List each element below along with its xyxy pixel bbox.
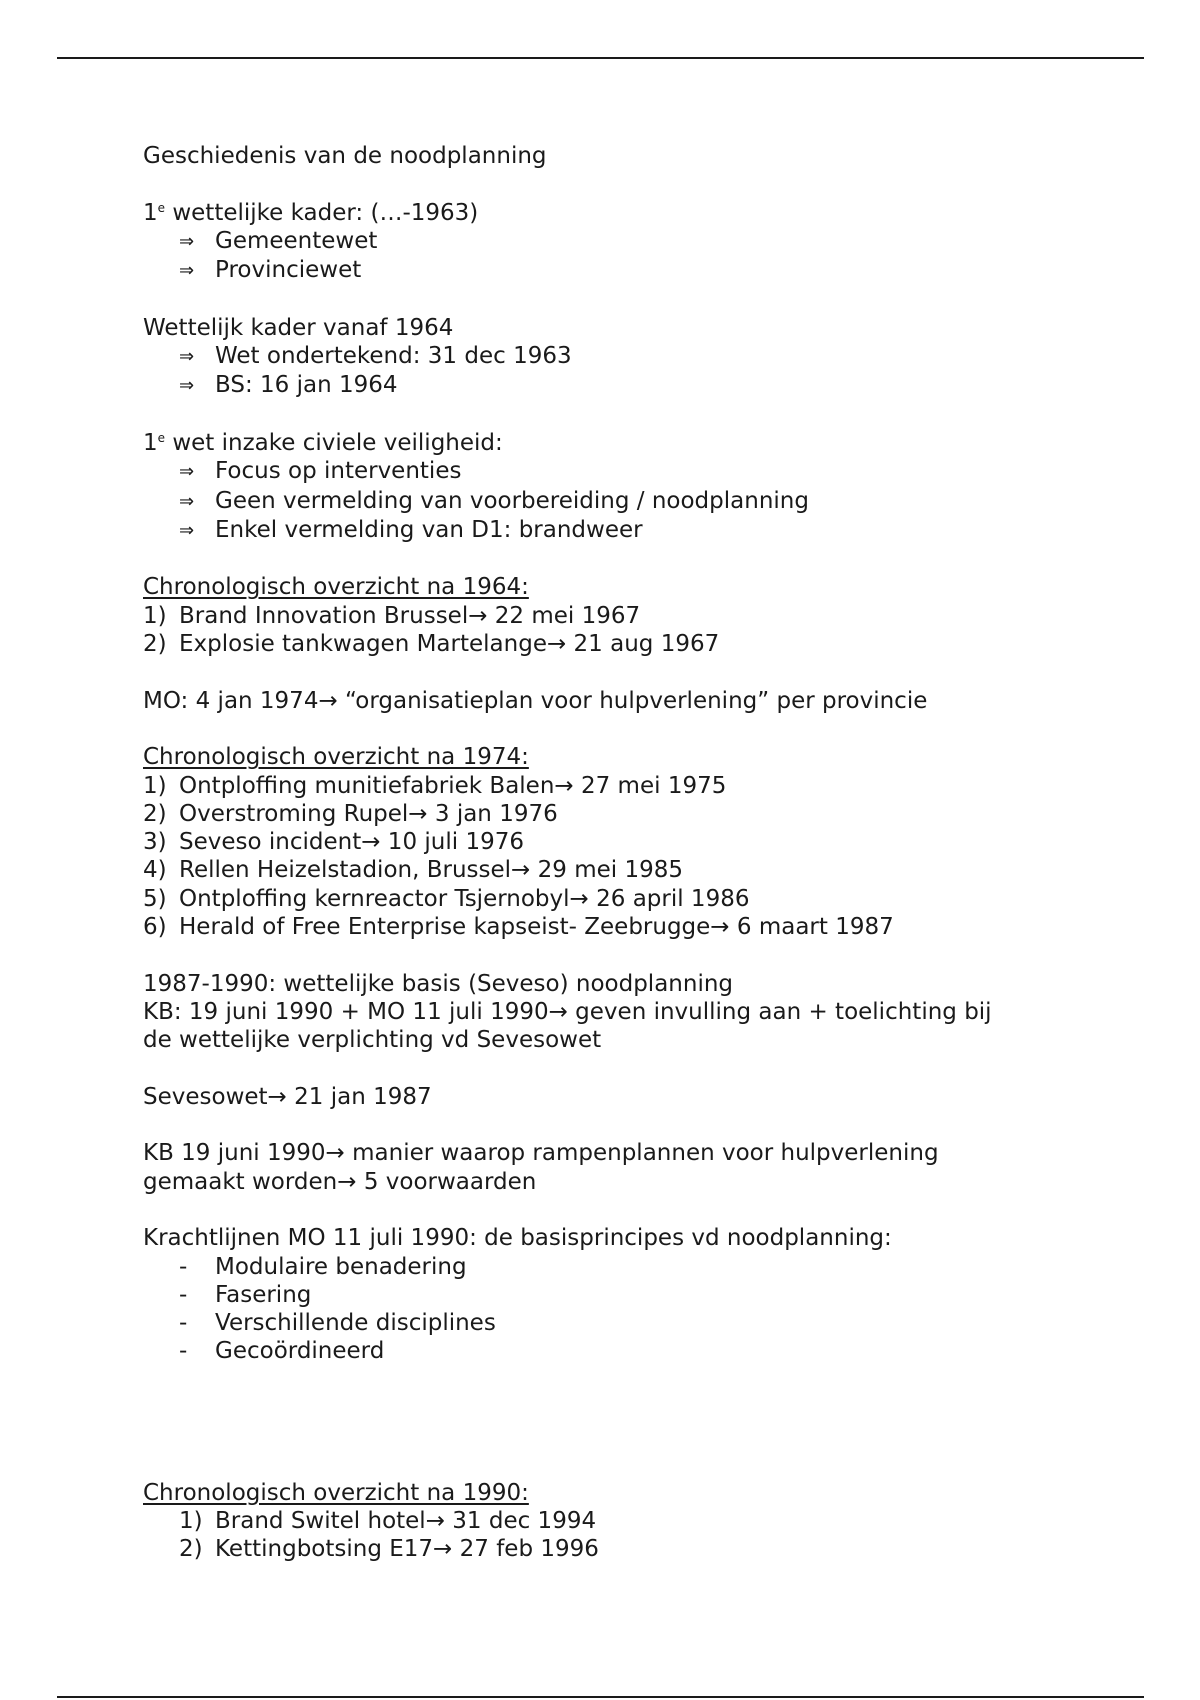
basis-1987-line2: KB: 19 juni 1990 + MO 11 juli 1990→ geven invulling aan + toelichting bij — [143, 998, 992, 1025]
chrono-1974-heading: Chronologisch overzicht na 1974: — [143, 744, 529, 771]
kb-1990-line2: gemaakt worden→ 5 voorwaarden — [143, 1168, 537, 1195]
chrono-1990-heading: Chronologisch overzicht na 1990: — [143, 1479, 529, 1506]
list-item: ⇒ BS: 16 jan 1964 — [143, 371, 1143, 400]
list-item: 4) Rellen Heizelstadion, Brussel→ 29 mei 1985 — [143, 857, 683, 884]
list-item: - Verschillende disciplines — [179, 1310, 496, 1337]
list-item: ⇒ Gemeentewet — [143, 227, 1143, 256]
list-item: ⇒ Provinciewet — [143, 256, 1143, 285]
arrow-bullet-icon: ⇒ — [179, 230, 195, 252]
list-item: 1) Brand Innovation Brussel→ 22 mei 1967 — [143, 602, 641, 629]
first-framework-heading: 1e wettelijke kader: (…-1963) — [143, 199, 479, 226]
list-item: 2) Overstroming Rupel→ 3 jan 1976 — [143, 800, 558, 827]
basis-1987-line3: de wettelijke verplichting vd Sevesowet — [143, 1027, 602, 1054]
document-title: Geschiedenis van de noodplanning — [143, 143, 547, 169]
chrono-1964-heading: Chronologisch overzicht na 1964: — [143, 574, 529, 601]
list-item: - Fasering — [179, 1281, 312, 1308]
list-item: - Modulaire benadering — [179, 1253, 467, 1280]
list-item: ⇒ Enkel vermelding van D1: brandweer — [143, 516, 1143, 545]
list-item: 3) Seveso incident→ 10 juli 1976 — [143, 829, 524, 856]
arrow-bullet-icon: ⇒ — [179, 461, 195, 483]
header-rule — [57, 57, 1144, 59]
footer-rule — [57, 1696, 1144, 1698]
list-item: 2) Kettingbotsing E17→ 27 feb 1996 — [179, 1536, 599, 1563]
arrow-bullet-icon: ⇒ — [179, 490, 195, 512]
list-item: 2) Explosie tankwagen Martelange→ 21 aug 1967 — [143, 631, 720, 658]
list-item: ⇒ Focus op interventies — [143, 457, 1143, 486]
list-item: ⇒ Wet ondertekend: 31 dec 1963 — [143, 342, 1143, 371]
document-body — [143, 142, 1143, 1564]
basis-1987-line1: 1987-1990: wettelijke basis (Seveso) noodplanning — [143, 970, 734, 997]
list-item: - Gecoördineerd — [179, 1338, 385, 1365]
arrow-bullet-icon: ⇒ — [179, 260, 195, 282]
arrow-bullet-icon: ⇒ — [179, 519, 195, 541]
dash-bullet: - — [179, 1310, 188, 1337]
mo-1974-line: MO: 4 jan 1974→ “organisatieplan voor hulpverlening” per provincie — [143, 687, 928, 714]
dash-bullet: - — [179, 1338, 188, 1365]
kb-1990-line1: KB 19 juni 1990→ manier waarop rampenplannen voor hulpverlening — [143, 1140, 939, 1167]
list-item: 5) Ontploffing kernreactor Tsjernobyl→ 26 april 1986 — [143, 885, 750, 912]
dash-bullet: - — [179, 1253, 188, 1280]
arrow-bullet-icon: ⇒ — [179, 375, 195, 397]
krachtlijnen-heading: Krachtlijnen MO 11 juli 1990: de basisprincipes vd noodplanning: — [143, 1225, 892, 1252]
list-item: 1) Ontploffing munitiefabriek Balen→ 27 mei 1975 — [143, 772, 727, 799]
arrow-bullet-icon: ⇒ — [179, 346, 195, 368]
list-item: 1) Brand Switel hotel→ 31 dec 1994 — [179, 1508, 597, 1535]
first-law-heading: 1e wet inzake civiele veiligheid: — [143, 429, 503, 456]
sevesowet-line: Sevesowet→ 21 jan 1987 — [143, 1083, 432, 1110]
framework-1964-heading: Wettelijk kader vanaf 1964 — [143, 314, 454, 341]
list-item: 6) Herald of Free Enterprise kapseist- Zeebrugge→ 6 maart 1987 — [143, 914, 894, 941]
dash-bullet: - — [179, 1281, 188, 1308]
list-item: ⇒ Geen vermelding van voorbereiding / noodplanning — [143, 487, 1143, 516]
